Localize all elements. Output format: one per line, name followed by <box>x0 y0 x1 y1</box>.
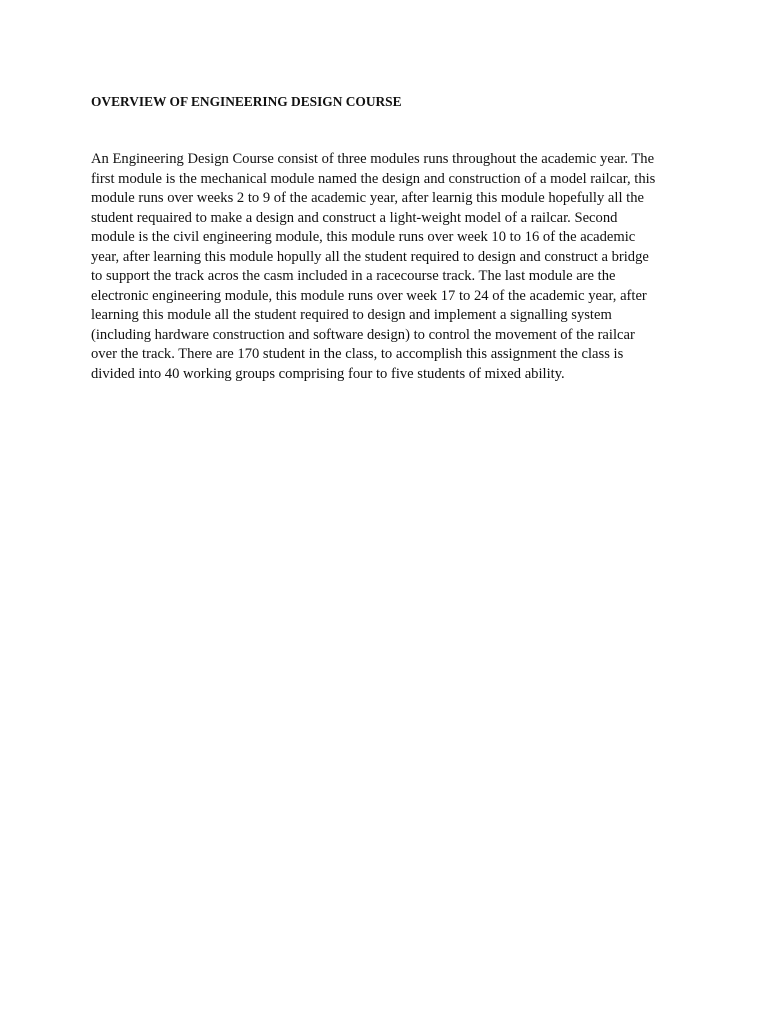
paragraph-line: to support the track acros the casm included in a racecourse track. The last module are the <box>91 268 616 284</box>
body-paragraph <box>91 150 655 384</box>
paragraph-line: student requaired to make a design and construct a light-weight model of a railcar. Second <box>91 209 618 226</box>
paragraph-line: over the track. There are 170 student in the class, to accomplish this assignment the class is <box>91 346 624 362</box>
paragraph-line: divided into 40 working groups comprising four to five students of mixed ability. <box>91 365 565 382</box>
paragraph-line: first module is the mechanical module named the design and construction of a model railcar, this <box>91 170 656 187</box>
paragraph-line: year, after learning this module hopully all the student required to design and construct a bridge <box>91 248 649 265</box>
paragraph-line: module is the civil engineering module, this module runs over week 10 to 16 of the academic <box>91 229 636 245</box>
paragraph-line: electronic engineering module, this module runs over week 17 to 24 of the academic year, after <box>91 287 647 304</box>
paragraph-line: An Engineering Design Course consist of three modules runs throughout the academic year. The <box>91 151 655 167</box>
paragraph-line: learning this module all the student required to design and implement a signalling system <box>91 307 612 323</box>
document-title: OVERVIEW OF ENGINEERING DESIGN COURSE <box>91 94 402 109</box>
paragraph-line: module runs over weeks 2 to 9 of the academic year, after learnig this module hopefully all the <box>91 190 644 206</box>
paragraph-line: (including hardware construction and software design) to control the movement of the railcar <box>91 326 635 343</box>
